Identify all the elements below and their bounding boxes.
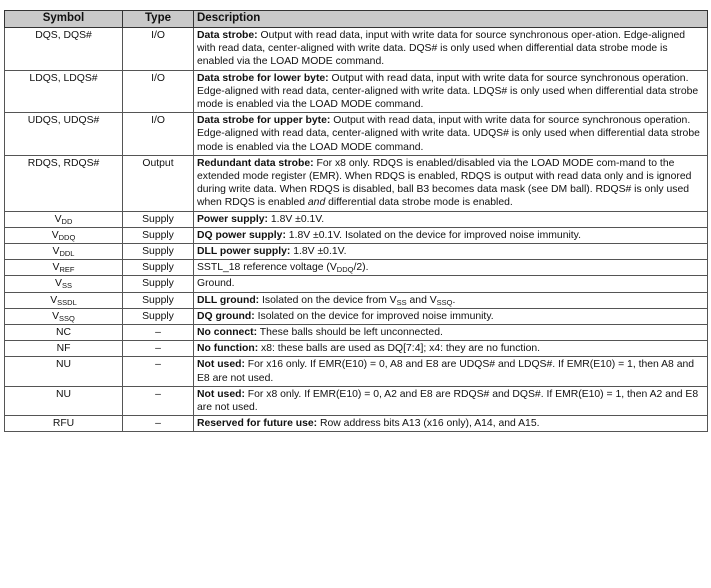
description-text: x8: these balls are used as DQ[7:4]; x4: they are no function.: [258, 343, 541, 355]
description-term: DQ power supply:: [197, 229, 286, 241]
table-row: [5, 357, 708, 386]
description-term: Reserved for future use:: [197, 418, 318, 430]
description-text: Isolated on the device for improved noise immunity.: [254, 310, 494, 322]
description-cell: [194, 416, 708, 432]
symbol-cell: NU: [5, 357, 123, 386]
table-row: [5, 416, 708, 432]
type-cell: Supply: [123, 211, 194, 227]
symbol-base: V: [55, 278, 62, 290]
symbol-cell: [5, 260, 123, 276]
symbol-cell: LDQS, LDQS#: [5, 70, 123, 113]
type-cell: I/O: [123, 113, 194, 156]
table-row: [5, 292, 708, 308]
description-cell: [194, 113, 708, 156]
description-text: For x8 only. RDQS is enabled/disabled via the LOAD MODE com-mand to the extended mode register (EMR). When RDQS is enabled, RDQS is output with read data only and is ignored during write data. When RDQS is disabled, ball B3 becomes data mask (see DM ball). RDQS# is only used when RDQS is enabled: [197, 157, 692, 209]
header-type: Type: [123, 11, 194, 28]
description-text: 1.8V ±0.1V. Isolated on the device for improved noise immunity.: [285, 229, 581, 241]
symbol-cell: DQS, DQS#: [5, 28, 123, 71]
description-text: Isolated on the device from V: [259, 294, 397, 306]
header-symbol: Symbol: [5, 11, 123, 28]
symbol-subscript: REF: [59, 265, 75, 275]
symbol-cell: [5, 276, 123, 292]
symbol-cell: NC: [5, 325, 123, 341]
description-text: 1.8V ±0.1V.: [290, 246, 347, 258]
type-cell: Supply: [123, 292, 194, 308]
description-term: No connect:: [197, 327, 258, 339]
symbol-base: V: [52, 262, 60, 274]
symbol-cell: [5, 211, 123, 227]
type-cell: –: [123, 341, 194, 357]
symbol-cell: [5, 292, 123, 308]
header-description: Description: [194, 11, 708, 28]
description-term: Redundant data strobe:: [197, 157, 314, 169]
description-text: These balls should be left unconnected.: [257, 327, 443, 339]
description-text: Row address bits A13 (x16 only), A14, and A15.: [317, 418, 540, 430]
description-term: DLL power supply:: [197, 246, 291, 258]
description-cell: [194, 70, 708, 113]
table-row: [5, 227, 708, 243]
description-subscript: SS: [396, 297, 407, 307]
description-text: /2).: [353, 262, 369, 274]
symbol-base: V: [50, 294, 58, 306]
symbol-subscript: SSDL: [57, 297, 77, 307]
symbol-subscript: SS: [61, 281, 72, 291]
type-cell: Supply: [123, 308, 194, 324]
symbol-base: V: [52, 246, 60, 258]
symbol-cell: [5, 308, 123, 324]
symbol-base: V: [54, 213, 62, 225]
description-cell: [194, 276, 708, 292]
type-cell: Supply: [123, 227, 194, 243]
symbol-subscript: DDQ: [58, 232, 76, 242]
description-term: DQ ground:: [197, 310, 255, 322]
symbol-cell: [5, 244, 123, 260]
description-text: Ground.: [197, 278, 235, 290]
symbol-cell: UDQS, UDQS#: [5, 113, 123, 156]
description-term: Not used:: [197, 359, 245, 371]
description-term: Data strobe for upper byte:: [197, 115, 331, 127]
description-term: DLL ground:: [197, 294, 260, 306]
description-text: Output with read data, input with write data for source synchronous operation. Edge-aligned with read data, center-aligned with write data. UDQS# is only used when differential data strobe mode is enabled via the LOAD MODE command.: [197, 115, 700, 153]
description-text: 1.8V ±0.1V.: [268, 213, 325, 225]
symbol-base: V: [52, 310, 60, 322]
description-cell: [194, 357, 708, 386]
description-cell: [194, 28, 708, 71]
description-term: Data strobe:: [197, 30, 258, 41]
description-text: .: [452, 294, 456, 306]
description-cell: [194, 341, 708, 357]
description-text: For x8 only. If EMR(E10) = 0, A2 and E8 are RDQS# and DQS#. If EMR(E10) = 1, then A2 and E8 are not used.: [197, 388, 699, 414]
description-subscript: DDQ: [336, 265, 354, 275]
table-row: [5, 386, 708, 415]
symbol-cell: NU: [5, 386, 123, 415]
type-cell: –: [123, 357, 194, 386]
description-term: No function:: [197, 343, 259, 355]
table-row: [5, 211, 708, 227]
table-row: [5, 276, 708, 292]
type-cell: –: [123, 386, 194, 415]
description-text: Output with read data, input with write data for source synchronous operation. Edge-aligned with read data, center-aligned with write data. LDQS# is only used when differential data strobe mode is enabled via the LOAD MODE command.: [197, 72, 699, 111]
type-cell: Supply: [123, 244, 194, 260]
description-cell: [194, 325, 708, 341]
table-row: [5, 308, 708, 324]
description-cell: [194, 386, 708, 415]
symbol-cell: [5, 227, 123, 243]
table-row: [5, 341, 708, 357]
type-cell: –: [123, 325, 194, 341]
symbol-subscript: DDL: [59, 249, 75, 259]
description-term: Data strobe for lower byte:: [197, 72, 329, 84]
ball-descriptions-table: [4, 10, 708, 432]
type-cell: Supply: [123, 276, 194, 292]
type-cell: I/O: [123, 28, 194, 71]
symbol-subscript: SSQ: [59, 313, 75, 323]
description-cell: [194, 155, 708, 211]
symbol-cell: NF: [5, 341, 123, 357]
description-cell: [194, 244, 708, 260]
table-row: [5, 28, 708, 71]
type-cell: Output: [123, 155, 194, 211]
table-row: [5, 113, 708, 156]
description-text: differential data strobe mode is enabled.: [325, 197, 513, 209]
description-term: Not used:: [197, 388, 245, 400]
description-text: Output with read data, input with write data for source synchronous oper-ation. Edge-aligned with read data, center-aligned with write data. DQS# is only used when differential data strobe mode is enabled via the LOAD MODE command.: [197, 30, 686, 68]
description-subscript: SSQ: [436, 297, 453, 307]
description-cell: [194, 292, 708, 308]
description-cell: [194, 260, 708, 276]
type-cell: I/O: [123, 70, 194, 113]
description-text: For x16 only. If EMR(E10) = 0, A8 and E8 are UDQS# and LDQS#. If EMR(E10) = 1, then A8 and E8 are not used.: [197, 359, 695, 384]
table-row: [5, 155, 708, 211]
description-term: Power supply:: [197, 213, 269, 225]
description-cell: [194, 211, 708, 227]
type-cell: Supply: [123, 260, 194, 276]
header-row: [5, 11, 708, 28]
table-row: [5, 260, 708, 276]
description-cell: [194, 308, 708, 324]
table-row: [5, 244, 708, 260]
symbol-cell: RDQS, RDQS#: [5, 155, 123, 211]
description-cell: [194, 227, 708, 243]
symbol-base: V: [51, 229, 59, 241]
table-row: [5, 325, 708, 341]
description-text: and V: [406, 294, 437, 306]
type-cell: –: [123, 416, 194, 432]
description-text: SSTL_18 reference voltage (V: [197, 262, 337, 274]
description-text: and: [307, 197, 326, 209]
symbol-subscript: DD: [61, 216, 73, 226]
table-row: [5, 70, 708, 113]
symbol-cell: RFU: [5, 416, 123, 432]
table-body: [5, 28, 708, 432]
